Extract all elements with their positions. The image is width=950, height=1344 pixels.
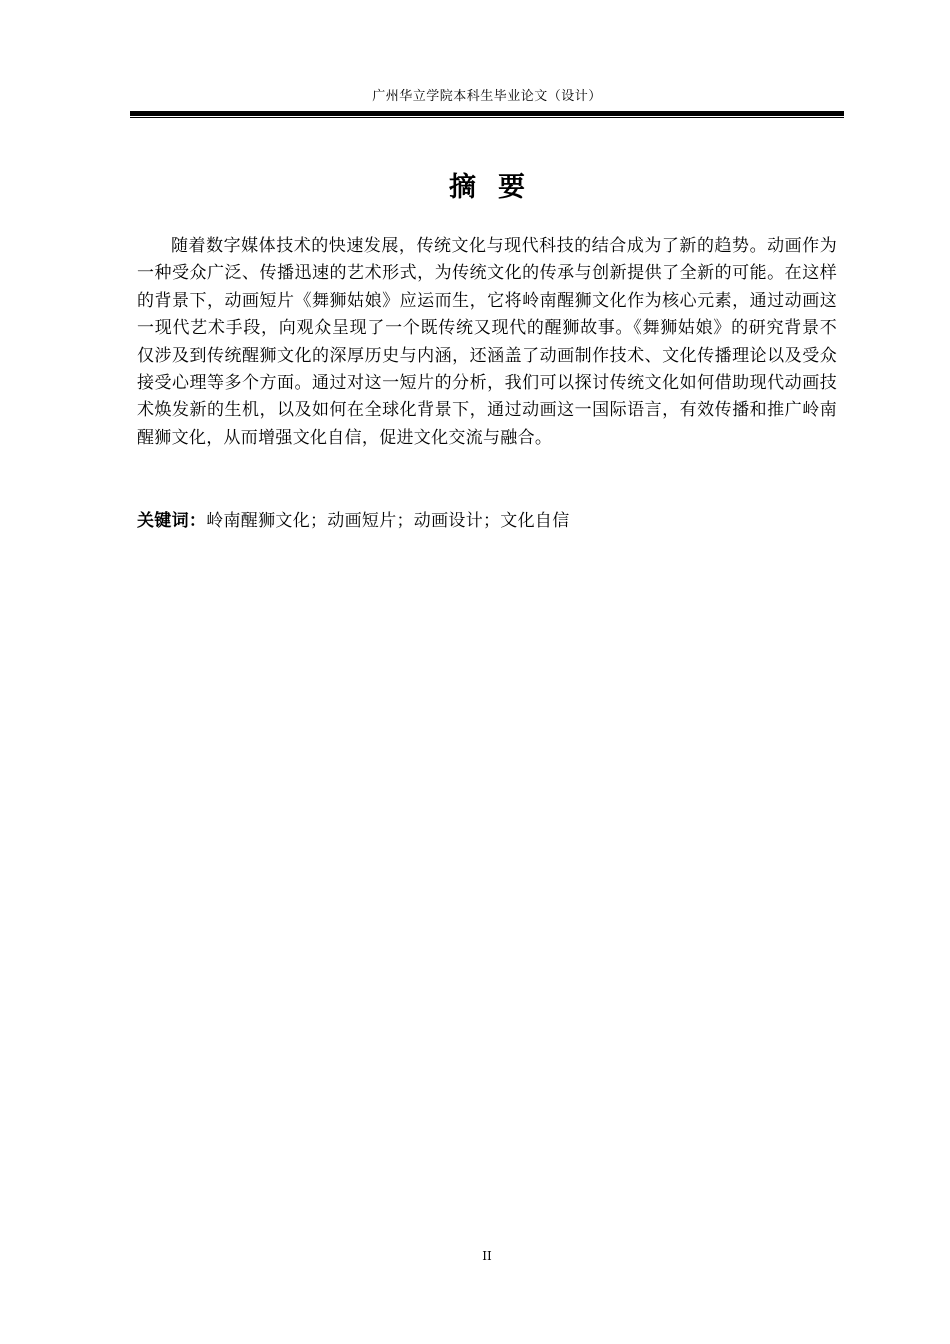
running-header: 广州华立学院本科生毕业论文（设计） bbox=[372, 89, 602, 104]
abstract-body: 随着数字媒体技术的快速发展，传统文化与现代科技的结合成为了新的趋势。动画作为一种受众广泛、传播迅速的艺术形式，为传统文化的传承与创新提供了全新的可能。在这样的背景下，动画短片《舞狮姑娘》应运而生，它将岭南醒狮文化作为核心元素，通过动画这一现代艺术手段，向观众呈现了一个既传统又现代的醒狮故事。《舞狮姑娘》的研究背景不仅涉及到传统醒狮文化的深厚历史与内涵，还涵盖了动画制作技术、文化传播理论以及受众接受心理等多个方面。通过对这一短片的分析，我们可以探讨传统文化如何借助现代动画技术焕发新的生机，以及如何在全球化背景下，通过动画这一国际语言，有效传播和推广岭南醒狮文化，从而增强文化自信，促进文化交流与融合。 bbox=[137, 236, 837, 448]
keywords-label: 关键词： bbox=[137, 511, 207, 531]
header-rule-thin bbox=[130, 117, 844, 118]
keywords-line bbox=[137, 508, 837, 535]
page-number: II bbox=[482, 1249, 492, 1263]
abstract-title: 摘要 bbox=[449, 172, 547, 203]
header-rule-thick bbox=[130, 111, 844, 116]
header-rule bbox=[130, 111, 844, 119]
keywords-list: 岭南醒狮文化；动画短片；动画设计；文化自信 bbox=[206, 511, 570, 531]
